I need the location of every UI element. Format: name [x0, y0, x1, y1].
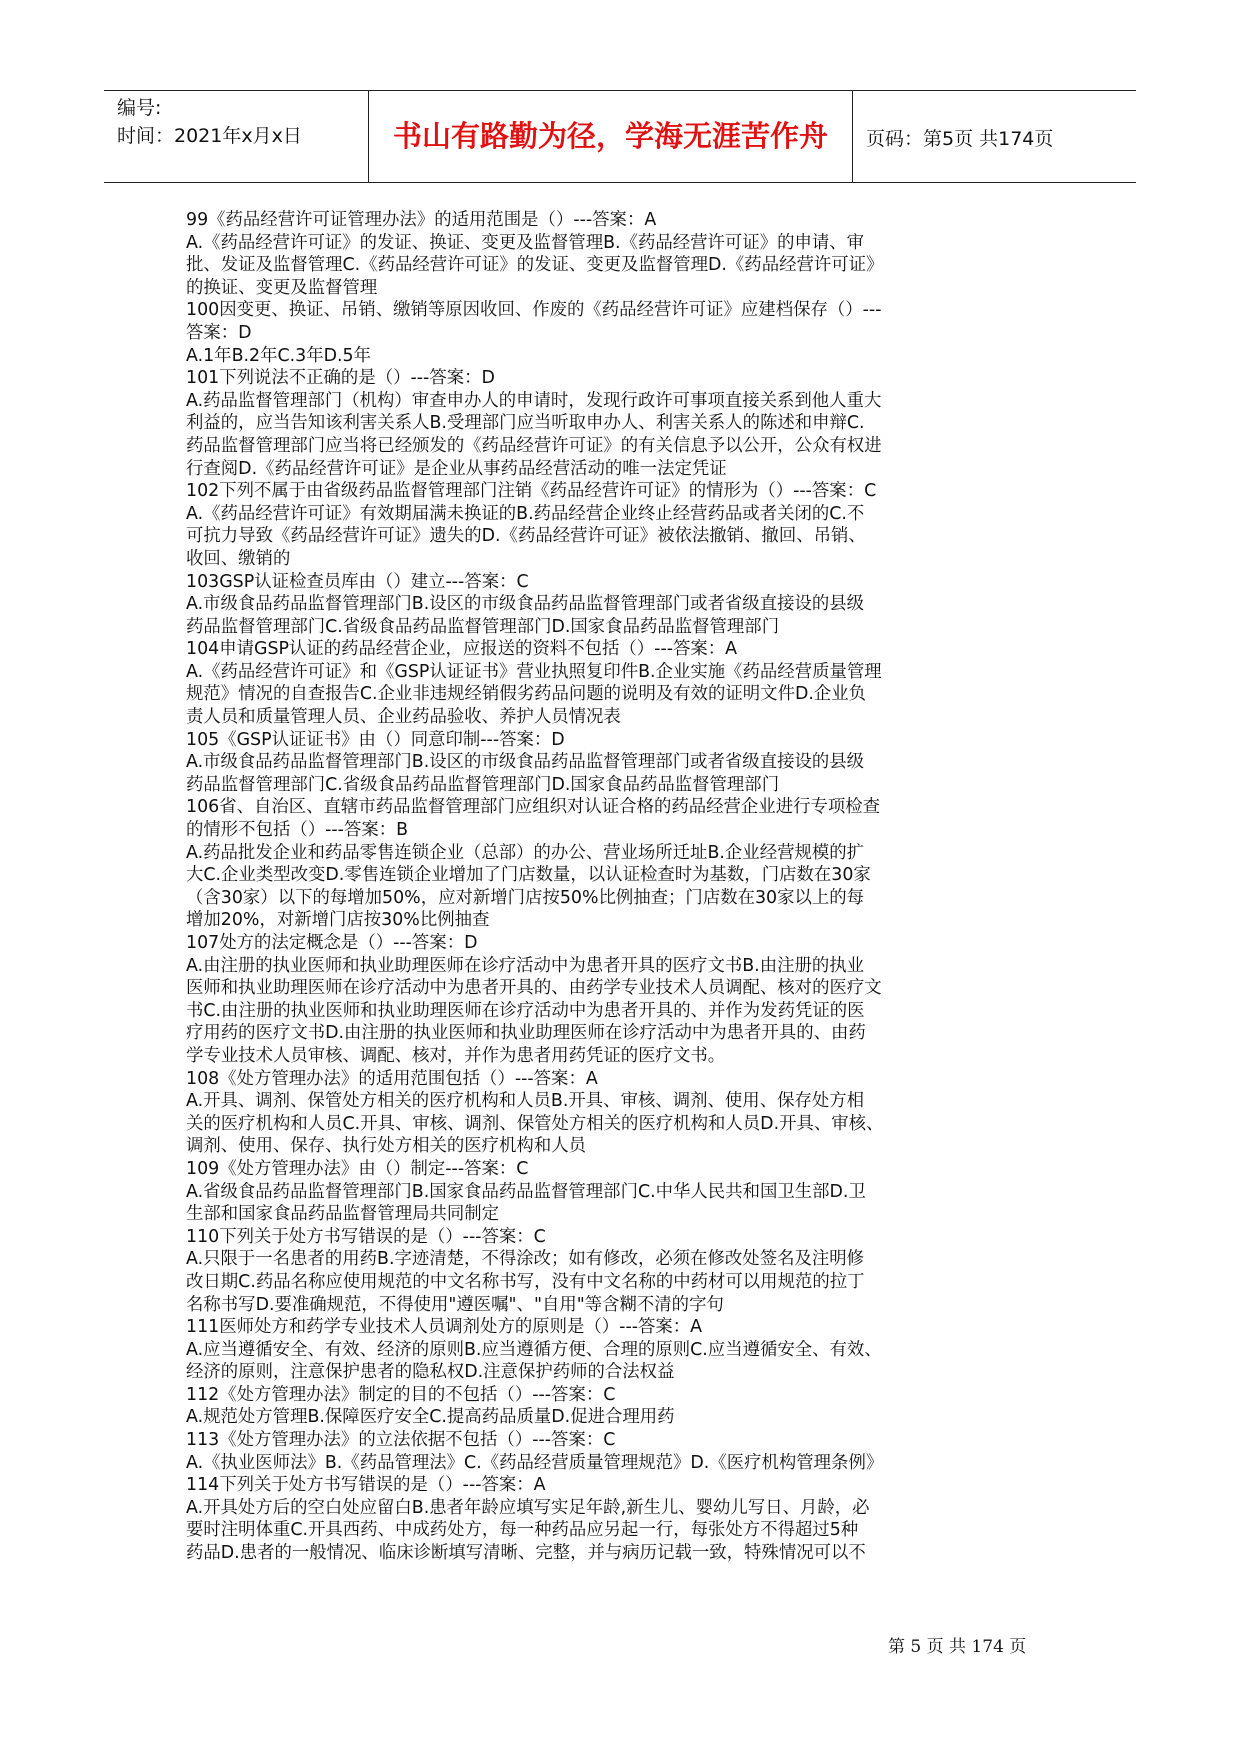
text-line: 改日期C.药品名称应使用规范的中文名称书写，没有中文名称的中药材可以用规范的拉丁 — [186, 1271, 865, 1292]
text-line: 责人员和质量管理人员、企业药品验收、养护人员情况表 — [186, 707, 621, 728]
text-line: A.药品批发企业和药品零售连锁企业（总部）的办公、营业场所迁址B.企业经营规模的扩 — [186, 842, 865, 863]
text-line: 药品D.患者的一般情况、临床诊断填写清晰、完整，并与病历记载一致，特殊情况可以不 — [186, 1543, 866, 1564]
text-line: 101下列说法不正确的是（）---答案：D — [186, 368, 495, 389]
text-line: A.市级食品药品监督管理部门B.设区的市级食品药品监督管理部门或者省级直接设的县级 — [186, 752, 865, 773]
text-line: 调剂、使用、保存、执行处方相关的医疗机构和人员 — [186, 1136, 586, 1157]
text-line: 批、发证及监督管理C.《药品经营许可证》的发证、变更及监督管理D.《药品经营许可证》 — [186, 255, 884, 276]
text-line: 108《处方管理办法》的适用范围包括（）---答案：A — [186, 1068, 598, 1089]
text-line: 100因变更、换证、吊销、缴销等原因收回、作废的《药品经营许可证》应建档保存（）--- — [186, 300, 882, 321]
text-line: A.开具、调剂、保管处方相关的医疗机构和人员B.开具、审核、调剂、使用、保存处方相 — [186, 1091, 865, 1112]
text-line: 生部和国家食品药品监督管理局共同制定 — [186, 1204, 500, 1225]
text-line: A.市级食品药品监督管理部门B.设区的市级食品药品监督管理部门或者省级直接设的县级 — [186, 594, 865, 615]
text-line: 104申请GSP认证的药品经营企业，应报送的资料不包括（）---答案：A — [186, 639, 738, 660]
text-line: 疗用药的医疗文书D.由注册的执业医师和执业助理医师在诊疗活动中为患者开具的、由药 — [186, 1023, 866, 1044]
header-page-label: 页码：第5页 共174页 — [866, 128, 1054, 150]
text-line: 113《处方管理办法》的立法依据不包括（）---答案：C — [186, 1430, 616, 1451]
text-line: 关的医疗机构和人员C.开具、审核、调剂、保管处方相关的医疗机构和人员D.开具、审核、 — [186, 1113, 884, 1134]
text-line: A.省级食品药品监督管理部门B.国家食品药品监督管理部门C.中华人民共和国卫生部D.卫 — [186, 1181, 866, 1202]
text-line: A.《执业医师法》B.《药品管理法》C.《药品经营质量管理规范》D.《医疗机构管理条例》 — [186, 1452, 884, 1473]
text-line: A.药品监督管理部门（机构）审查申办人的申请时，发现行政许可事项直接关系到他人重大 — [186, 390, 882, 411]
text-line: 102下列不属于由省级药品监督管理部门注销《药品经营许可证》的情形为（）---答案：C — [186, 481, 877, 502]
text-line: A.《药品经营许可证》和《GSP认证证书》营业执照复印件B.企业实施《药品经营质量管理 — [186, 661, 882, 682]
number-label: 编号: — [117, 97, 162, 119]
text-line: 110下列关于处方书写错误的是（）---答案：C — [186, 1226, 546, 1247]
text-line: 名称书写D.要准确规范，不得使用"遵医嘱"、"自用"等含糊不清的字句 — [186, 1294, 724, 1315]
text-line: （含30家）以下的每增加50%，应对新增门店按50%比例抽查；门店数在30家以上的每 — [186, 887, 865, 908]
text-line: 111医师处方和药学专业技术人员调剂处方的原则是（）---答案：A — [186, 1317, 703, 1338]
text-line: 增加20%，对新增门店按30%比例抽查 — [186, 910, 490, 931]
text-line: 书C.由注册的执业医师和执业助理医师在诊疗活动中为患者开具的、并作为发药凭证的医 — [186, 1000, 865, 1021]
text-line: A.《药品经营许可证》有效期届满未换证的B.药品经营企业终止经营药品或者关闭的C.不 — [186, 503, 865, 524]
text-line: 药品监督管理部门应当将已经颁发的《药品经营许可证》的有关信息予以公开，公众有权进 — [186, 435, 882, 456]
text-line: A.1年B.2年C.3年D.5年 — [186, 345, 371, 366]
text-line: 106省、自治区、直辖市药品监督管理部门应组织对认证合格的药品经营企业进行专项检查 — [186, 797, 881, 818]
document-body — [186, 209, 1056, 1565]
text-line: 规范》情况的自查报告C.企业非违规经销假劣药品问题的说明及有效的证明文件D.企业负 — [186, 684, 867, 705]
text-line: 学专业技术人员审核、调配、核对，并作为患者用药凭证的医疗文书。 — [186, 1045, 726, 1066]
text-line: 107处方的法定概念是（）---答案：D — [186, 933, 478, 953]
text-line: 99《药品经营许可证管理办法》的适用范围是（）---答案：A — [186, 210, 657, 230]
text-line: 医师和执业助理医师在诊疗活动中为患者开具的、由药学专业技术人员调配、核对的医疗文 — [186, 978, 882, 999]
text-line: 药品监督管理部门C.省级食品药品监督管理部门D.国家食品药品监督管理部门 — [186, 616, 780, 637]
text-line: 要时注明体重C.开具西药、中成药处方，每一种药品应另起一行，每张处方不得超过5种 — [186, 1520, 859, 1541]
time-label: 时间：2021年x月x日 — [117, 125, 302, 147]
header-divider-right — [852, 90, 853, 182]
header-meta — [117, 94, 302, 150]
text-line: 大C.企业类型改变D.零售连锁企业增加了门店数量，以认证检查时为基数，门店数在30家 — [186, 865, 871, 886]
header-motto: 书山有路勤为径，学海无涯苦作舟 — [392, 119, 828, 153]
text-line: 收回、缴销的 — [186, 548, 291, 569]
text-line: A.只限于一名患者的用药B.字迹清楚，不得涂改；如有修改，必须在修改处签名及注明修 — [186, 1249, 865, 1270]
text-line: A.由注册的执业医师和执业助理医师在诊疗活动中为患者开具的医疗文书B.由注册的执业 — [186, 955, 865, 976]
text-line: 114下列关于处方书写错误的是（）---答案：A — [186, 1475, 546, 1496]
text-line: 的情形不包括（）---答案：B — [186, 820, 409, 841]
text-line: 药品监督管理部门C.省级食品药品监督管理部门D.国家食品药品监督管理部门 — [186, 774, 780, 795]
text-line: 109《处方管理办法》由（）制定---答案：C — [186, 1158, 529, 1179]
page-footer: 第 5 页 共 174 页 — [888, 1637, 1027, 1657]
text-line: A.规范处方管理B.保障医疗安全C.提高药品质量D.促进合理用药 — [186, 1407, 675, 1428]
text-line: 经济的原则，注意保护患者的隐私权D.注意保护药师的合法权益 — [186, 1362, 675, 1383]
text-line: 可抗力导致《药品经营许可证》遗失的D.《药品经营许可证》被依法撤销、撤回、吊销、 — [186, 526, 866, 547]
header-top-rule — [104, 90, 1136, 91]
header-bottom-rule — [104, 182, 1136, 183]
text-line: 112《处方管理办法》制定的目的不包括（）---答案：C — [186, 1384, 616, 1405]
text-line: 103GSP认证检查员库由（）建立---答案：C — [186, 571, 529, 592]
text-line: 利益的，应当告知该利害关系人B.受理部门应当听取申办人、利害关系人的陈述和申辩C. — [186, 413, 865, 434]
text-line: 的换证、变更及监督管理 — [186, 277, 378, 298]
text-line: A.应当遵循安全、有效、经济的原则B.应当遵循方便、合理的原则C.应当遵循安全、有效、 — [186, 1339, 882, 1360]
text-line: 答案：D — [186, 322, 252, 343]
text-line: 行查阅D.《药品经营许可证》是企业从事药品经营活动的唯一法定凭证 — [186, 458, 727, 479]
text-line: 105《GSP认证证书》由（）同意印制---答案：D — [186, 729, 565, 750]
text-line: A.《药品经营许可证》的发证、换证、变更及监督管理B.《药品经营许可证》的申请、审 — [186, 232, 865, 253]
text-line: A.开具处方后的空白处应留白B.患者年龄应填写实足年龄,新生儿、婴幼儿写日、月龄，必 — [186, 1497, 870, 1518]
